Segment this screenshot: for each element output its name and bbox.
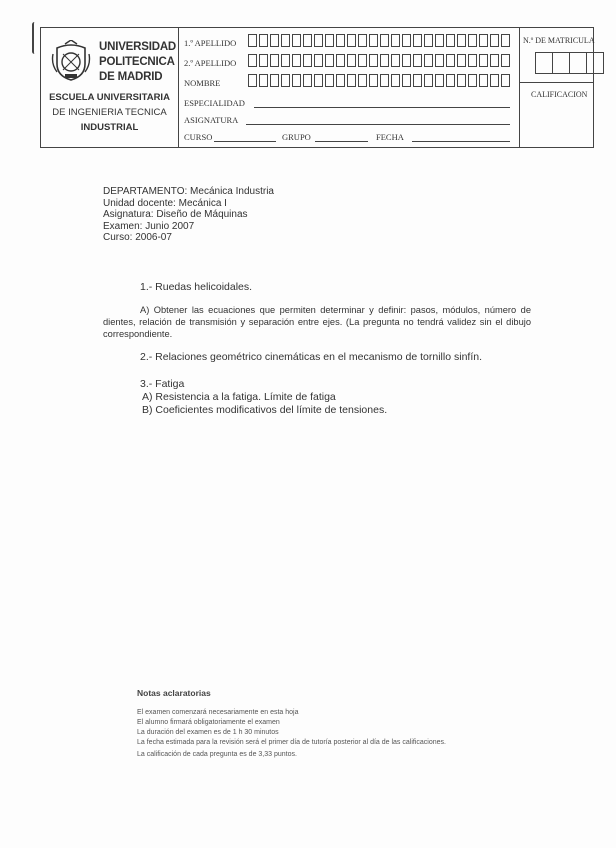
school-name-line-1: ESCUELA UNIVERSITARIA [49,92,170,103]
university-crest-icon [51,40,91,82]
asignatura-label: ASIGNATURA [184,115,239,125]
apellido1-boxes[interactable] [248,34,512,47]
university-name-line-3: DE MADRID [99,71,163,83]
note-item: La duración del examen es de 1 h 30 minutos [137,729,279,736]
question-1-title: 1.- Ruedas helicoidales. [140,281,253,293]
question-1-text: A) Obtener las ecuaciones que permiten determinar y definir: pasos, módulos, número de dientes, relación de transmisión y separación entre ejes. (La pregunta no tendrá validez sin el dibujo correspondiente. [103,305,531,339]
notes-title: Notas aclaratorias [137,688,211,698]
matricula-boxes[interactable] [535,52,603,74]
matricula-block [519,28,593,147]
course-info [103,186,274,244]
calificacion-separator [519,82,593,83]
school-name-line-2: DE INGENIERIA TECNICA [52,107,167,118]
note-item: La calificación de cada pregunta es de 3,33 puntos. [137,751,297,758]
question-2-title: 2.- Relaciones geométrico cinemáticas en el mecanismo de tornillo sinfín. [140,351,482,363]
school-name-line-3: INDUSTRIAL [80,122,139,133]
fecha-label: FECHA [376,132,404,142]
unidad-line: Unidad docente: Mecánica I [103,197,227,209]
university-name-line-1: UNIVERSIDAD [99,41,177,53]
apellido1-label: 1.º APELLIDO [184,38,237,48]
page-edge-mark [32,22,37,54]
note-item: El alumno firmará obligatoriamente el examen [137,719,280,726]
university-name-line-2: POLITECNICA [99,56,175,68]
nombre-label: NOMBRE [184,78,221,88]
curso-field[interactable] [214,141,276,142]
matricula-label: N.º DE MATRICULA [523,36,595,45]
logo-block [41,28,179,147]
nombre-boxes[interactable] [248,74,512,87]
curso-label: CURSO [184,132,213,142]
note-item: La fecha estimada para la revisión será el primer día de tutoría posterior al día de las calificaciones. [137,739,446,746]
curso-line: Curso: 2006-07 [103,232,172,244]
grupo-label: GRUPO [282,132,311,142]
calificacion-label: CALIFICACION [531,90,588,99]
question-3-title: 3.- Fatiga [140,378,185,390]
note-item: El examen comenzará necesariamente en esta hoja [137,709,299,716]
departamento-line: DEPARTAMENTO: Mecánica Industria [103,186,274,197]
apellido2-label: 2.º APELLIDO [184,58,237,68]
question-3a: A) Resistencia a la fatiga. Límite de fatiga [142,391,336,403]
grupo-field[interactable] [315,141,368,142]
especialidad-field[interactable] [254,107,510,108]
question-3b: B) Coeficientes modificativos del límite de tensiones. [142,404,388,416]
especialidad-label: ESPECIALIDAD [184,98,245,108]
asignatura-line: Asignatura: Diseño de Máquinas [103,209,248,221]
exam-header [40,27,594,148]
apellido2-boxes[interactable] [248,54,512,67]
examen-line: Examen: Junio 2007 [103,220,195,232]
asignatura-field[interactable] [246,124,510,125]
fecha-field[interactable] [412,141,510,142]
question-1-body [103,304,531,340]
student-fields [178,28,520,147]
